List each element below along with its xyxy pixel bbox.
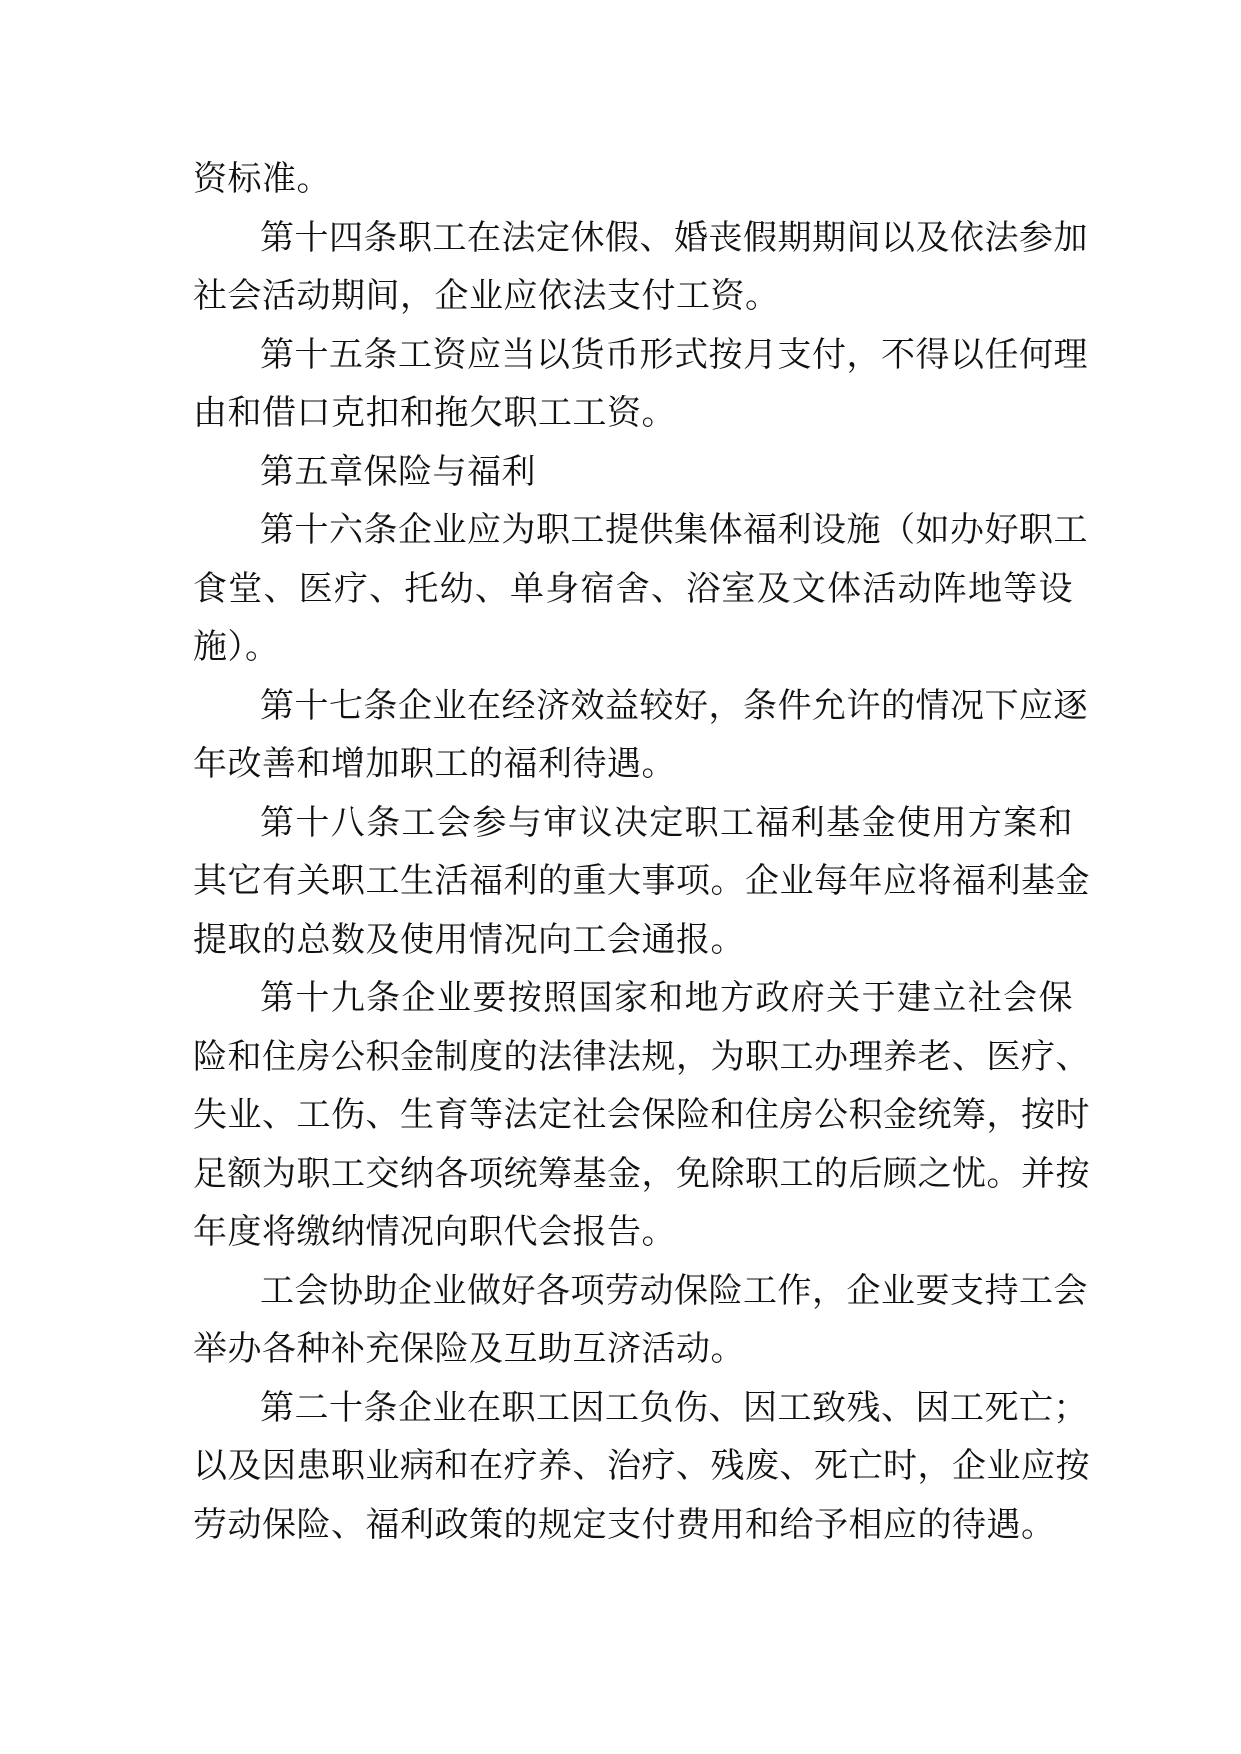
text-line: 足额为职工交纳各项统筹基金，免除职工的后顾之忧。并按 (193, 1153, 1090, 1194)
article-14-line: 第十四条职工在法定休假、婚丧假期期间以及依法参加 (260, 217, 1088, 258)
article-19-line: 第十九条企业要按照国家和地方政府关于建立社会保 (260, 978, 1073, 1018)
text-line: 社会活动期间，企业应依法支付工资。 (193, 276, 780, 316)
text-line: 提取的总数及使用情况向工会通报。 (193, 919, 745, 960)
article-20-line: 第二十条企业在职工因工负伤、因工致残、因工死亡； (260, 1387, 1088, 1428)
text-line: 险和住房公积金制度的法律法规，为职工办理养老、医疗、 (193, 1036, 1090, 1077)
article-16-line: 第十六条企业应为职工提供集体福利设施（如办好职工 (260, 510, 1088, 550)
paragraph-line: 工会协助企业做好各项劳动保险工作，企业要支持工会 (260, 1270, 1088, 1311)
article-18-line: 第十八条工会参与审议决定职工福利基金使用方案和 (260, 802, 1073, 843)
text-line: 以及因患职业病和在疗养、治疗、残废、死亡时，企业应按 (193, 1446, 1090, 1486)
document-body (193, 150, 1090, 1554)
text-line: 施）。 (193, 627, 280, 667)
text-line: 年改善和增加职工的福利待遇。 (193, 744, 676, 784)
text-line: 其它有关职工生活福利的重大事项。企业每年应将福利基金 (193, 861, 1090, 901)
text-line: 食堂、医疗、托幼、单身宿舍、浴室及文体活动阵地等设 (193, 568, 1073, 609)
text-line: 举办各种补充保险及互助互济活动。 (193, 1329, 745, 1369)
text-line: 年度将缴纳情况向职代会报告。 (193, 1212, 676, 1252)
text-line: 失业、工伤、生育等法定社会保险和住房公积金统筹，按时 (193, 1095, 1090, 1135)
text-line: 资标准。 (193, 159, 331, 199)
text-line: 由和借口克扣和拖欠职工工资。 (193, 393, 676, 433)
text-line: 劳动保险、福利政策的规定支付费用和给予相应的待遇。 (193, 1504, 1056, 1545)
article-15-line: 第十五条工资应当以货币形式按月支付，不得以任何理 (260, 334, 1088, 375)
chapter-5-heading: 第五章保险与福利 (260, 451, 536, 492)
article-17-line: 第十七条企业在经济效益较好，条件允许的情况下应逐 (260, 685, 1088, 726)
